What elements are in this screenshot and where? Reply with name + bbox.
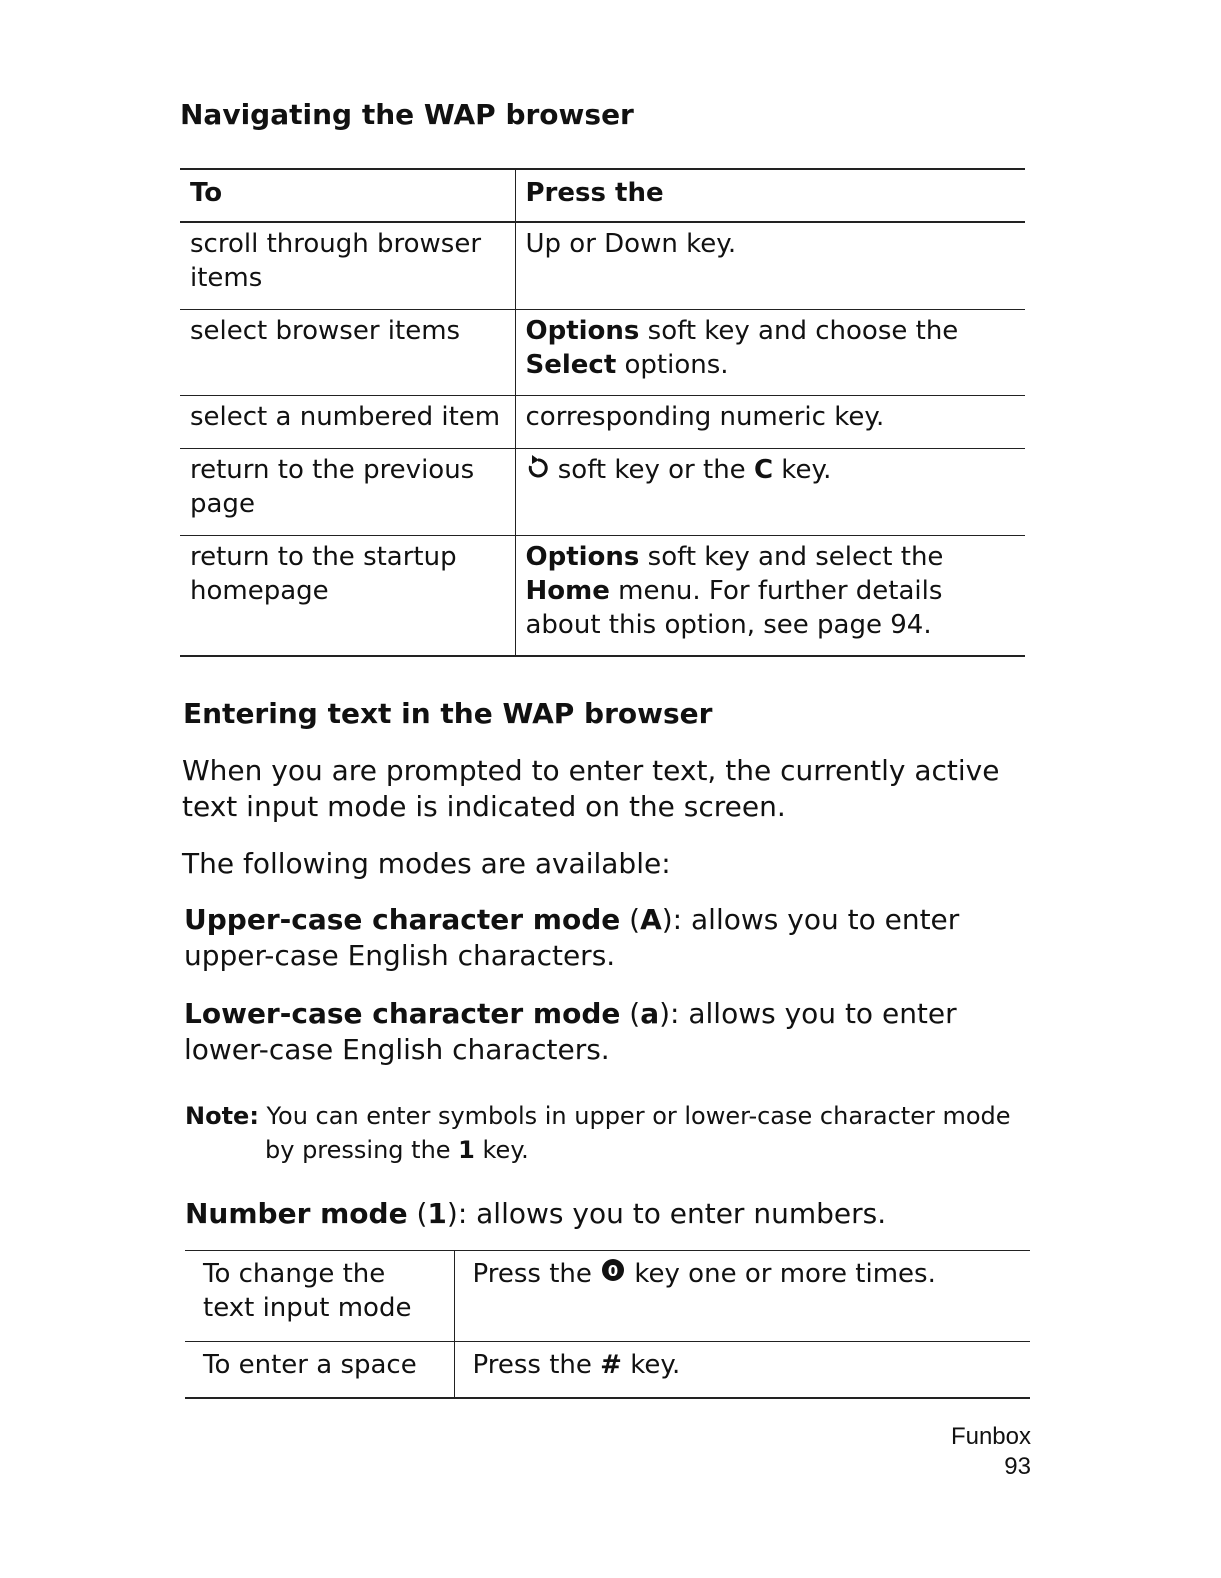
- header-press: Press the: [515, 169, 1025, 222]
- text-input-table: [185, 1250, 1030, 1399]
- modes-intro: The following modes are available:: [182, 847, 671, 880]
- page-footer: [951, 1422, 1031, 1482]
- row-press: Up or Down key.: [515, 222, 1025, 309]
- table-row: [180, 448, 1025, 535]
- row-press: Press the # key.: [454, 1342, 1030, 1398]
- table-row: [185, 1342, 1030, 1398]
- back-arrow-icon: [526, 453, 550, 488]
- pound-key-icon: [600, 1257, 626, 1292]
- lower-case-mode: Lower-case character mode (a): allows you to enter lower-case English characters.: [184, 997, 957, 1066]
- row-action: To change the text input mode: [185, 1251, 454, 1342]
- section-title-navigating: Navigating the WAP browser: [180, 98, 634, 131]
- row-action: select browser items: [180, 309, 515, 395]
- page-number: 93: [1004, 1453, 1031, 1480]
- row-action: return to the previous page: [180, 448, 515, 535]
- note-label: Note:: [185, 1102, 259, 1130]
- upper-case-mode: Upper-case character mode (A): allows you to enter upper-case English characters.: [184, 903, 960, 972]
- row-press: corresponding numeric key.: [515, 395, 1025, 448]
- row-action: select a numbered item: [180, 395, 515, 448]
- svg-text:0: 0: [607, 1262, 619, 1280]
- table-row: [180, 309, 1025, 395]
- row-press: Press the 0 key one or more times.: [454, 1251, 1030, 1342]
- row-action: To enter a space: [185, 1342, 454, 1398]
- header-to: To: [180, 169, 515, 222]
- hash-key-symbol: #: [600, 1350, 622, 1380]
- table-header-row: [180, 169, 1025, 222]
- table-row: [185, 1251, 1030, 1342]
- footer-section: Funbox: [950, 1423, 1031, 1450]
- table-row: [180, 535, 1025, 656]
- intro-paragraph: When you are prompted to enter text, the currently active text input mode is indicated on the screen.: [182, 754, 1000, 823]
- row-action: scroll through browser items: [180, 222, 515, 309]
- navigation-table: [180, 168, 1025, 657]
- note: Note: You can enter symbols in upper or lower-case character mode by pressing the 1 key.: [185, 1099, 1045, 1167]
- row-press: Options soft key and select the Home menu. For further details about this option, see page 94.: [515, 535, 1025, 656]
- row-press: Options soft key and choose the Select options.: [515, 309, 1025, 395]
- number-mode: Number mode (1): allows you to enter numbers.: [185, 1197, 887, 1230]
- table-row: [180, 222, 1025, 309]
- note-line-2: by pressing the 1 key.: [265, 1136, 529, 1164]
- section-title-entering-text: Entering text in the WAP browser: [183, 697, 713, 730]
- table-row: [180, 395, 1025, 448]
- row-press: soft key or the C key.: [515, 448, 1025, 535]
- row-action: return to the startup homepage: [180, 535, 515, 656]
